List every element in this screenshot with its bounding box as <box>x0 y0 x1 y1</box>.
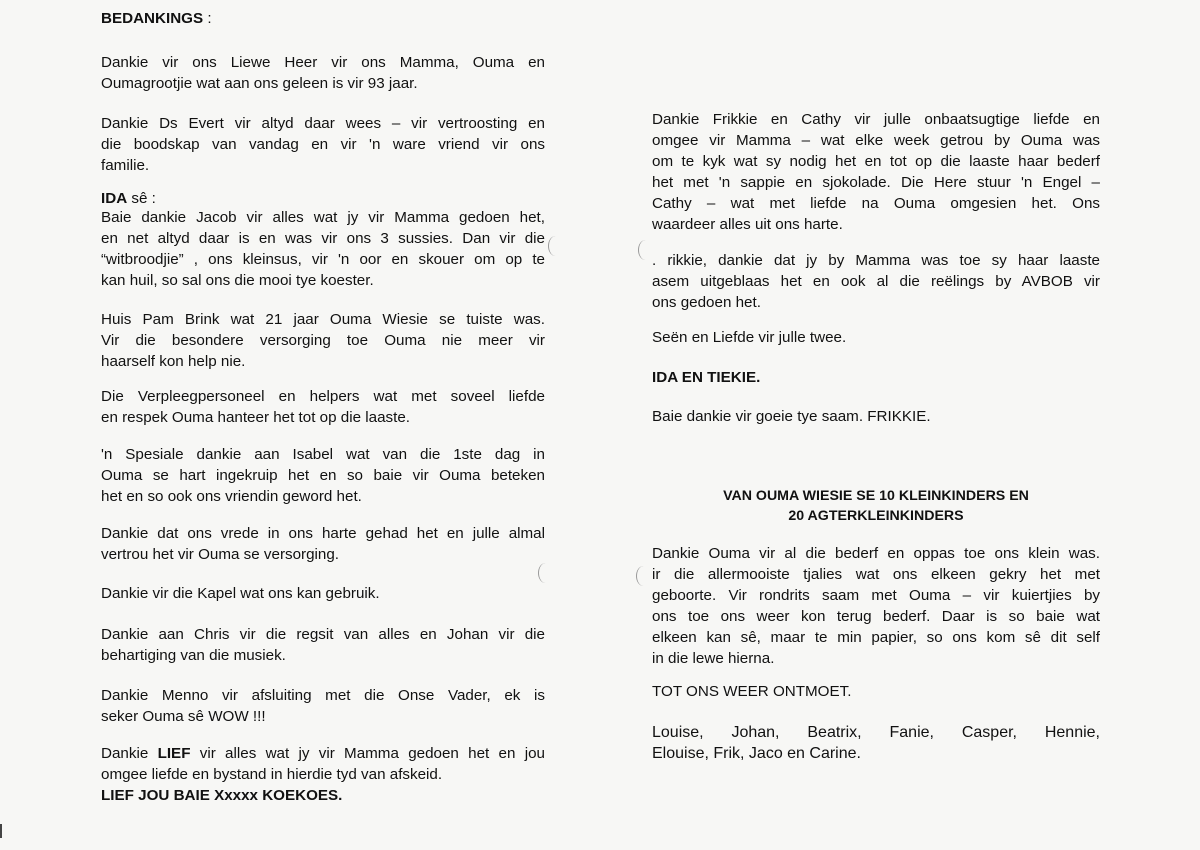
paragraph-lief: Dankie LIEF vir alles wat jy vir Mamma gedoen het en jou omgee liefde en bystand in hierdie tyd van afskeid. LIEF JOU BAIE Xxxxx KOEKOES. <box>101 745 545 804</box>
paragraph-thanks-ds-evert: Dankie Ds Evert vir altyd daar wees – vir vertroosting en die boodskap van vandag en vir 'n ware vriend vir ons familie. <box>101 115 545 174</box>
paragraph-tot-ons-weer-ontmoet: TOT ONS WEER ONTMOET. <box>652 683 852 700</box>
paragraph-thanks-lord: Dankie vir ons Liewe Heer vir ons Mamma, Ouma en Oumagrootjie wat aan ons geleen is vir 93 jaar. <box>101 54 545 92</box>
scan-mark <box>636 566 651 586</box>
ida-label: IDA sê : <box>101 190 156 207</box>
paragraph-isabel: 'n Spesiale dankie aan Isabel wat van die 1ste dag in Ouma se hart ingekruip het en so baie vir Ouma beteken het en so ook ons vriendin geword het. <box>101 446 545 505</box>
paragraph-chris-johan: Dankie aan Chris vir die regsit van alles en Johan vir die behartiging van die musiek. <box>101 626 545 664</box>
paragraph-menno: Dankie Menno vir afsluiting met die Onse Vader, ek is seker Ouma sê WOW !!! <box>101 687 545 725</box>
signature-ida-tiekie: IDA EN TIEKIE. <box>652 369 761 386</box>
paragraph-huis-pam-brink: Huis Pam Brink wat 21 jaar Ouma Wiesie se tuiste was. Vir die besondere versorging toe Ouma nie meer vir haarself kon help nie. <box>101 311 545 370</box>
left-heading: BEDANKINGS : <box>101 10 212 27</box>
fold-mark <box>0 824 2 838</box>
grandchildren-names: Louise, Johan, Beatrix, Fanie, Casper, Hennie, Elouise, Frik, Jaco en Carine. <box>652 724 1100 762</box>
paragraph-thanks-jacob: Baie dankie Jacob vir alles wat jy vir Mamma gedoen het, en net altyd daar is en was vir ons 3 sussies. Dan vir die “witbroodjie” , ons kleinsus, vir 'n oor en skouer om op te kan huil, so sal ons die mooi tye koester. <box>101 209 545 289</box>
paragraph-dankie-ouma: Dankie Ouma vir al die bederf en oppas toe ons klein was. ir die allermooiste tjalies wat ons elkeen gekry het met geboorte. Vir rondrits saam met Ouma – vir kuiertjies by ons toe ons weer kon terug bederf. Daar is so baie wat elkeen kan sê, maar te min papier, so ons kom sê dit self in die lewe hierna. <box>652 545 1100 667</box>
paragraph-verpleegpersoneel: Die Verpleegpersoneel en helpers wat met soveel liefde en respek Ouma hanteer het tot op die laaste. <box>101 388 545 426</box>
paragraph-rikkie: . rikkie, dankie dat jy by Mamma was toe sy haar laaste asem uitgeblaas het en ook al die reëlings by AVBOB vir ons gedoen het. <box>652 252 1100 311</box>
paragraph-seen-liefde: Seën en Liefde vir julle twee. <box>652 329 847 346</box>
scan-mark <box>538 563 553 583</box>
paragraph-frikkie-cathy: Dankie Frikkie en Cathy vir julle onbaatsugtige liefde en omgee vir Mamma – wat elke week getrou by Ouma was om te kyk wat sy nodig het en tot op die laaste haar bederf het met 'n sappie en sjokolade. Die Here stuur 'n Engel – Cathy – wat met liefde na Ouma omgesien het. Ons waardeer alles uit ons harte. <box>652 111 1100 233</box>
paragraph-kapel: Dankie vir die Kapel wat ons kan gebruik. <box>101 585 380 602</box>
scan-mark <box>548 236 563 256</box>
signature-koekoes: LIEF JOU BAIE Xxxxx KOEKOES. <box>101 787 343 804</box>
heading-bedankings: BEDANKINGS <box>101 10 204 27</box>
paragraph-frikkie: Baie dankie vir goeie tye saam. FRIKKIE. <box>652 408 931 425</box>
heading-kleinkinders: VAN OUMA WIESIE SE 10 KLEINKINDERS EN 20 AGTERKLEINKINDERS <box>723 488 1029 524</box>
paragraph-vrede: Dankie dat ons vrede in ons harte gehad het en julle almal vertrou het vir Ouma se versorging. <box>101 525 545 563</box>
scan-mark <box>638 240 653 260</box>
